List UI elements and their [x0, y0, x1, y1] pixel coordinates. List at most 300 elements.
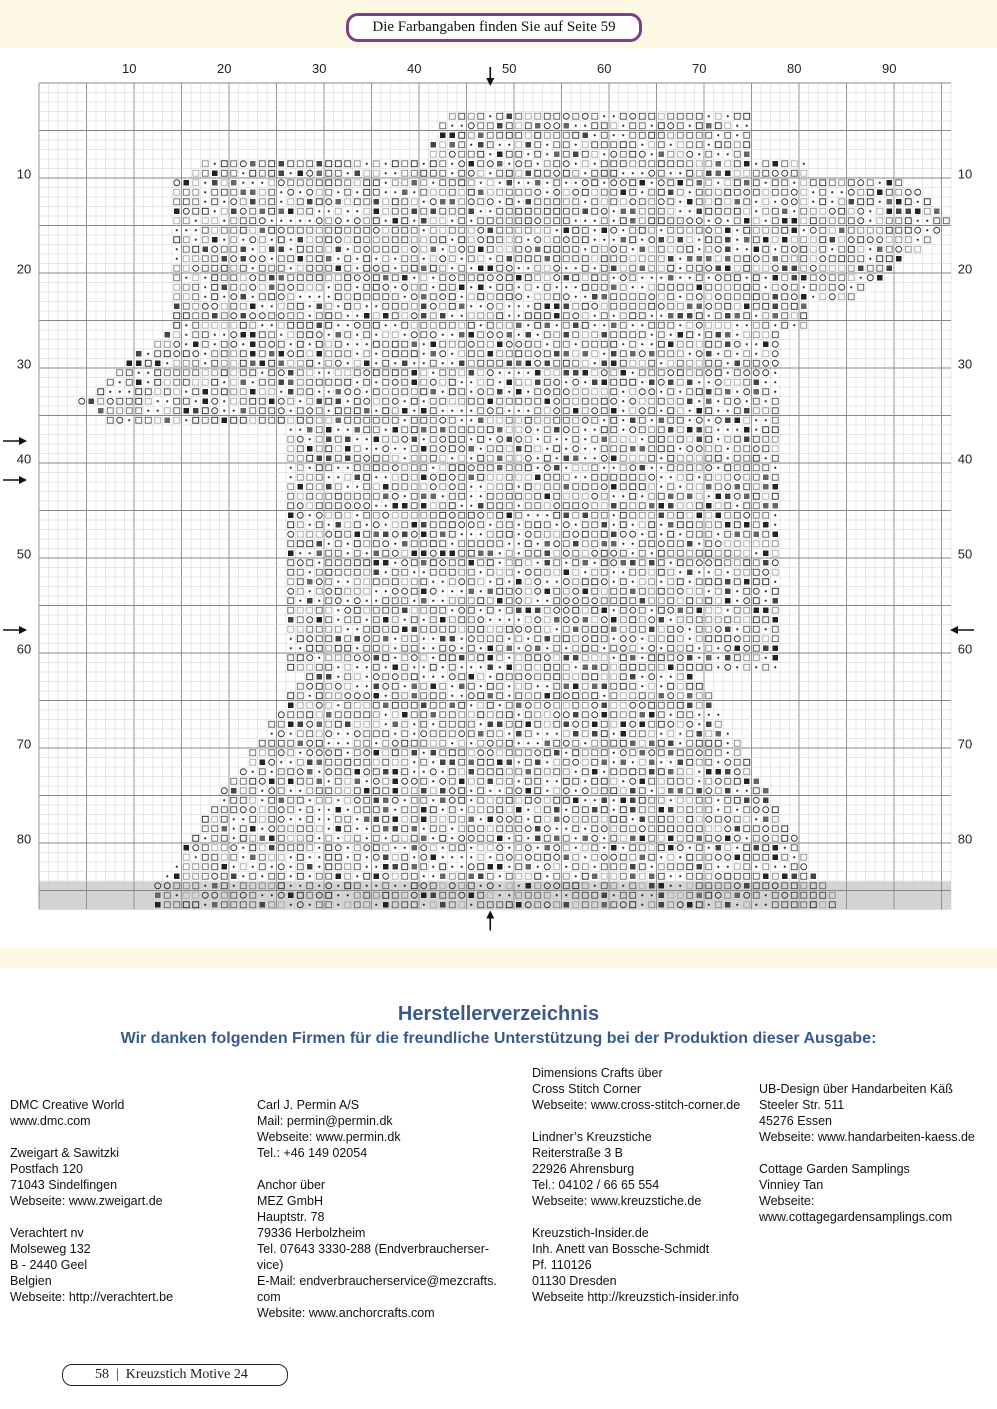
stitch-symbol: [658, 303, 664, 309]
stitch-symbol: [584, 248, 586, 250]
stitch-symbol: [535, 674, 541, 680]
stitch-symbol: [497, 227, 503, 233]
stitch-symbol: [518, 761, 520, 763]
stitch-symbol: [725, 332, 731, 338]
stitch-symbol: [715, 189, 721, 195]
stitch-symbol: [468, 294, 474, 300]
stitch-symbol: [763, 845, 769, 851]
stitch-symbol: [459, 674, 465, 680]
stitch-symbol: [772, 873, 778, 879]
stitch-symbol: [516, 151, 522, 157]
stitch-symbol: [364, 693, 370, 699]
stitch-symbol: [613, 495, 615, 497]
stitch-symbol: [337, 799, 339, 801]
stitch-symbol: [288, 313, 294, 319]
stitch-symbol: [451, 590, 453, 592]
stitch-symbol: [487, 560, 493, 566]
stitch-symbol: [611, 427, 617, 433]
stitch-symbol: [183, 246, 189, 252]
stitch-symbol: [421, 427, 427, 433]
stitch-symbol: [440, 218, 446, 224]
stitch-symbol: [183, 873, 189, 879]
stitch-symbol: [639, 769, 645, 775]
stitch-symbol: [489, 153, 491, 155]
stitch-symbol: [279, 380, 285, 386]
stitch-symbol: [497, 655, 503, 661]
stitch-symbol: [297, 835, 303, 841]
stitch-symbol: [772, 816, 778, 822]
stitch-symbol: [497, 836, 503, 842]
stitch-symbol: [630, 132, 636, 138]
stitch-symbol: [706, 826, 712, 832]
stitch-symbol: [231, 218, 237, 224]
stitch-symbol: [715, 313, 721, 319]
stitch-symbol: [698, 543, 700, 545]
stitch-symbol: [601, 189, 607, 195]
stitch-symbol: [554, 740, 560, 746]
stitch-symbol: [449, 845, 455, 851]
stitch-symbol: [556, 628, 558, 630]
stitch-symbol: [592, 522, 598, 528]
stitch-symbol: [611, 645, 617, 651]
stitch-symbol: [753, 170, 759, 176]
stitch-symbol: [354, 721, 360, 727]
stitch-symbol: [668, 351, 674, 357]
stitch-symbol: [107, 417, 113, 423]
stitch-symbol: [345, 683, 351, 689]
stitch-symbol: [478, 389, 484, 395]
stitch-symbol: [544, 237, 550, 243]
stitch-symbol: [345, 826, 351, 832]
stitch-symbol: [233, 837, 235, 839]
stitch-symbol: [725, 313, 731, 319]
stitch-symbol: [649, 218, 655, 224]
stitch-symbol: [507, 332, 513, 338]
stitch-symbol: [430, 788, 436, 794]
stitch-symbol: [763, 569, 769, 575]
stitch-symbol: [649, 702, 655, 708]
stitch-symbol: [278, 313, 284, 319]
stitch-symbol: [820, 227, 826, 233]
stitch-symbol: [573, 456, 579, 462]
stitch-symbol: [573, 323, 579, 329]
stitch-symbol: [896, 237, 902, 243]
stitch-symbol: [632, 581, 634, 583]
stitch-symbol: [328, 210, 330, 212]
stitch-symbol: [820, 256, 826, 262]
stitch-symbol: [297, 854, 303, 860]
stitch-symbol: [620, 113, 626, 119]
stitch-symbol: [506, 873, 512, 879]
stitch-symbol: [440, 750, 446, 756]
stitch-symbol: [668, 702, 674, 708]
stitch-symbol: [715, 854, 721, 860]
stitch-symbol: [594, 562, 596, 564]
stitch-symbol: [117, 398, 123, 404]
stitch-symbol: [459, 208, 465, 214]
stitch-symbol: [582, 759, 588, 765]
stitch-symbol: [373, 284, 379, 290]
stitch-symbol: [649, 389, 655, 395]
stitch-symbol: [497, 303, 503, 309]
stitch-symbol: [630, 142, 636, 148]
stitch-symbol: [518, 486, 520, 488]
stitch-symbol: [261, 799, 263, 801]
stitch-symbol: [288, 703, 294, 709]
stitch-symbol: [326, 351, 332, 357]
stitch-symbol: [611, 683, 617, 689]
stitch-symbol: [423, 676, 425, 678]
stitch-symbol: [659, 807, 665, 813]
stitch-symbol: [317, 161, 323, 167]
stitch-symbol: [592, 569, 598, 575]
stitch-symbol: [679, 391, 681, 393]
stitch-symbol: [744, 617, 750, 623]
stitch-symbol: [411, 265, 417, 271]
stitch-symbol: [480, 495, 482, 497]
stitch-symbol: [620, 455, 626, 461]
stitch-symbol: [735, 418, 741, 424]
stitch-symbol: [525, 465, 531, 471]
stitch-symbol: [592, 636, 598, 642]
stitch-symbol: [307, 531, 313, 537]
stitch-symbol: [241, 313, 247, 319]
stitch-symbol: [630, 360, 636, 366]
stitch-symbol: [155, 417, 161, 423]
stitch-symbol: [706, 645, 712, 651]
stitch-symbol: [860, 277, 862, 279]
stitch-symbol: [554, 769, 560, 775]
stitch-symbol: [594, 134, 596, 136]
stitch-symbol: [411, 835, 417, 841]
stitch-symbol: [440, 816, 446, 822]
stitch-symbol: [592, 541, 598, 547]
stitch-symbol: [299, 809, 301, 811]
stitch-symbol: [535, 550, 541, 556]
stitch-symbol: [753, 655, 759, 661]
stitch-symbol: [744, 636, 750, 642]
stitch-symbol: [298, 484, 304, 490]
stitch-symbol: [497, 569, 503, 575]
stitch-symbol: [753, 322, 759, 328]
stitch-symbol: [630, 617, 636, 623]
stitch-symbol: [535, 475, 541, 481]
stitch-symbol: [383, 199, 389, 205]
stitch-symbol: [774, 581, 776, 583]
stitch-symbol: [601, 588, 607, 594]
stitch-symbol: [469, 475, 475, 481]
stitch-symbol: [573, 655, 579, 661]
stitch-symbol: [478, 655, 484, 661]
stitch-symbol: [214, 163, 216, 165]
stitch-symbol: [774, 666, 776, 668]
stitch-symbol: [288, 303, 294, 309]
stitch-symbol: [706, 284, 712, 290]
stitch-symbol: [411, 797, 417, 803]
stitch-symbol: [544, 113, 550, 119]
stitch-symbol: [516, 208, 522, 214]
stitch-symbol: [603, 115, 605, 117]
stitch-symbol: [449, 522, 455, 528]
stitch-symbol: [278, 788, 284, 794]
stitch-symbol: [259, 256, 265, 262]
stitch-symbol: [708, 495, 710, 497]
stitch-symbol: [317, 674, 323, 680]
stitch-symbol: [525, 759, 531, 765]
stitch-symbol: [630, 113, 636, 119]
stitch-symbol: [706, 151, 712, 157]
stitch-symbol: [468, 322, 474, 328]
stitch-symbol: [677, 845, 683, 851]
stitch-symbol: [356, 875, 358, 877]
stitch-symbol: [373, 607, 379, 613]
stitch-symbol: [364, 531, 370, 537]
stitch-symbol: [183, 294, 189, 300]
stitch-symbol: [687, 797, 693, 803]
stitch-symbol: [563, 398, 569, 404]
stitch-symbol: [364, 750, 370, 756]
stitch-symbol: [545, 323, 551, 329]
stitch-symbol: [383, 645, 389, 651]
stitch-symbol: [497, 342, 503, 348]
stitch-symbol: [373, 189, 379, 195]
stitch-symbol: [544, 294, 550, 300]
stitch-symbol: [335, 531, 341, 537]
stitch-symbol: [696, 132, 702, 138]
stitch-symbol: [744, 284, 750, 290]
stitch-symbol: [259, 246, 265, 252]
stitch-symbol: [347, 552, 349, 554]
stitch-symbol: [575, 524, 577, 526]
stitch-symbol: [706, 560, 712, 566]
stitch-symbol: [658, 655, 664, 661]
stitch-symbol: [383, 788, 389, 794]
stitch-symbol: [250, 855, 256, 861]
stitch-symbol: [679, 448, 681, 450]
stitch-symbol: [677, 503, 683, 509]
stitch-symbol: [499, 552, 501, 554]
stitch-symbol: [507, 760, 513, 766]
stitch-symbol: [896, 199, 902, 205]
stitch-symbol: [364, 351, 370, 357]
stitch-symbol: [269, 788, 275, 794]
stitch-symbol: [725, 389, 731, 395]
stitch-symbol: [544, 826, 550, 832]
stitch-symbol: [430, 294, 436, 300]
stitch-symbol: [525, 427, 531, 433]
stitch-symbol: [442, 676, 444, 678]
stitch-symbol: [506, 341, 512, 347]
stitch-symbol: [299, 818, 301, 820]
stitch-symbol: [736, 391, 738, 393]
stitch-symbol: [326, 674, 332, 680]
stitch-symbol: [620, 854, 626, 860]
stitch-symbol: [687, 380, 693, 386]
stitch-symbol: [231, 807, 237, 813]
stitch-symbol: [753, 484, 759, 490]
stitch-symbol: [183, 370, 189, 376]
stitch-symbol: [212, 883, 218, 889]
stitch-symbol: [497, 816, 503, 822]
stitch-symbol: [221, 180, 227, 186]
stitch-symbol: [212, 189, 218, 195]
stitch-symbol: [793, 856, 795, 858]
stitch-symbol: [347, 600, 349, 602]
stitch-symbol: [554, 294, 560, 300]
stitch-symbol: [668, 788, 674, 794]
stitch-symbol: [487, 408, 493, 414]
stitch-symbol: [356, 343, 358, 345]
stitch-symbol: [744, 132, 750, 138]
stitch-symbol: [261, 324, 263, 326]
stitch-symbol: [725, 398, 731, 404]
stitch-symbol: [782, 835, 788, 841]
stitch-symbol: [356, 258, 358, 260]
stitch-symbol: [810, 256, 816, 262]
stitch-symbol: [746, 837, 748, 839]
stitch-symbol: [535, 702, 541, 708]
stitch-symbol: [603, 847, 605, 849]
stitch-symbol: [620, 465, 626, 471]
stitch-symbol: [451, 742, 453, 744]
stitch-symbol: [373, 218, 379, 224]
stitch-symbol: [763, 551, 769, 557]
stitch-symbol: [772, 550, 778, 556]
stitch-symbol: [744, 161, 750, 167]
stitch-symbol: [582, 284, 588, 290]
stitch-symbol: [411, 246, 417, 252]
stitch-symbol: [563, 142, 569, 148]
stitch-symbol: [318, 771, 320, 773]
stitch-symbol: [677, 588, 683, 594]
stitch-symbol: [582, 503, 588, 509]
stitch-symbol: [848, 180, 854, 186]
stitch-symbol: [772, 341, 778, 347]
stitch-symbol: [470, 410, 472, 412]
stitch-symbol: [687, 237, 693, 243]
stitch-symbol: [575, 666, 577, 668]
stitch-symbol: [421, 703, 427, 709]
stitch-symbol: [442, 666, 444, 668]
stitch-symbol: [858, 237, 864, 243]
stitch-symbol: [440, 436, 446, 442]
stitch-symbol: [221, 313, 227, 319]
stitch-symbol: [592, 398, 598, 404]
stitch-symbol: [478, 227, 484, 233]
stitch-symbol: [449, 503, 455, 509]
stitch-symbol: [278, 180, 284, 186]
stitch-symbol: [554, 351, 560, 357]
stitch-symbol: [316, 474, 322, 480]
stitch-symbol: [670, 619, 672, 621]
stitch-symbol: [288, 655, 294, 661]
stitch-symbol: [772, 588, 778, 594]
stitch-symbol: [488, 266, 494, 272]
stitch-symbol: [687, 531, 693, 537]
stitch-symbol: [193, 275, 199, 281]
stitch-symbol: [259, 294, 265, 300]
stitch-symbol: [563, 531, 569, 537]
stitch-symbol: [573, 303, 579, 309]
stitch-symbol: [354, 275, 360, 281]
stitch-symbol: [526, 171, 532, 177]
stitch-symbol: [706, 598, 712, 604]
stitch-symbol: [316, 512, 322, 518]
stitch-symbol: [364, 873, 370, 879]
stitch-symbol: [734, 769, 740, 775]
stitch-symbol: [621, 237, 627, 243]
stitch-symbol: [763, 351, 769, 357]
stitch-symbol: [527, 267, 529, 269]
stitch-symbol: [554, 512, 560, 518]
stitch-symbol: [375, 476, 377, 478]
stitch-symbol: [385, 666, 387, 668]
stitch-symbol: [613, 752, 615, 754]
stitch-symbol: [535, 199, 541, 205]
stitch-symbol: [516, 398, 522, 404]
stitch-symbol: [250, 208, 256, 214]
stitch-symbol: [489, 172, 491, 174]
stitch-symbol: [497, 797, 503, 803]
stitch-symbol: [820, 284, 826, 290]
stitch-symbol: [706, 636, 712, 642]
stitch-symbol: [432, 676, 434, 678]
stitch-symbol: [508, 163, 510, 165]
stitch-symbol: [649, 265, 655, 271]
stitch-symbol: [489, 258, 491, 260]
stitch-symbol: [307, 664, 313, 670]
stitch-symbol: [373, 845, 379, 851]
stitch-symbol: [250, 797, 256, 803]
stitch-symbol: [687, 465, 693, 471]
stitch-symbol: [516, 826, 522, 832]
stitch-symbol: [658, 332, 664, 338]
stitch-symbol: [240, 360, 246, 366]
stitch-symbol: [354, 303, 360, 309]
stitch-symbol: [402, 721, 408, 727]
stitch-symbol: [259, 161, 265, 167]
stitch-symbol: [506, 702, 512, 708]
stitch-symbol: [772, 180, 778, 186]
stitch-symbol: [537, 733, 539, 735]
stitch-symbol: [412, 750, 418, 756]
stitch-symbol: [594, 448, 596, 450]
stitch-symbol: [535, 313, 541, 319]
stitch-symbol: [145, 389, 151, 395]
stitch-symbol: [793, 182, 795, 184]
stitch-symbol: [611, 446, 617, 452]
stitch-symbol: [366, 856, 368, 858]
stitch-symbol: [335, 712, 341, 718]
stitch-symbol: [896, 180, 902, 186]
stitch-symbol: [345, 303, 351, 309]
stitch-symbol: [687, 721, 693, 727]
stitch-symbol: [184, 180, 190, 186]
stitch-symbol: [715, 474, 721, 480]
stitch-symbol: [383, 436, 389, 442]
stitch-symbol: [554, 132, 560, 138]
stitch-symbol: [687, 703, 693, 709]
stitch-symbol: [765, 457, 767, 459]
stitch-symbol: [487, 683, 493, 689]
stitch-symbol: [392, 617, 398, 623]
stitch-symbol: [592, 170, 598, 176]
stitch-symbol: [345, 531, 351, 537]
stitch-symbol: [290, 343, 292, 345]
stitch-symbol: [288, 332, 294, 338]
stitch-symbol: [753, 474, 759, 480]
stitch-symbol: [478, 874, 484, 880]
